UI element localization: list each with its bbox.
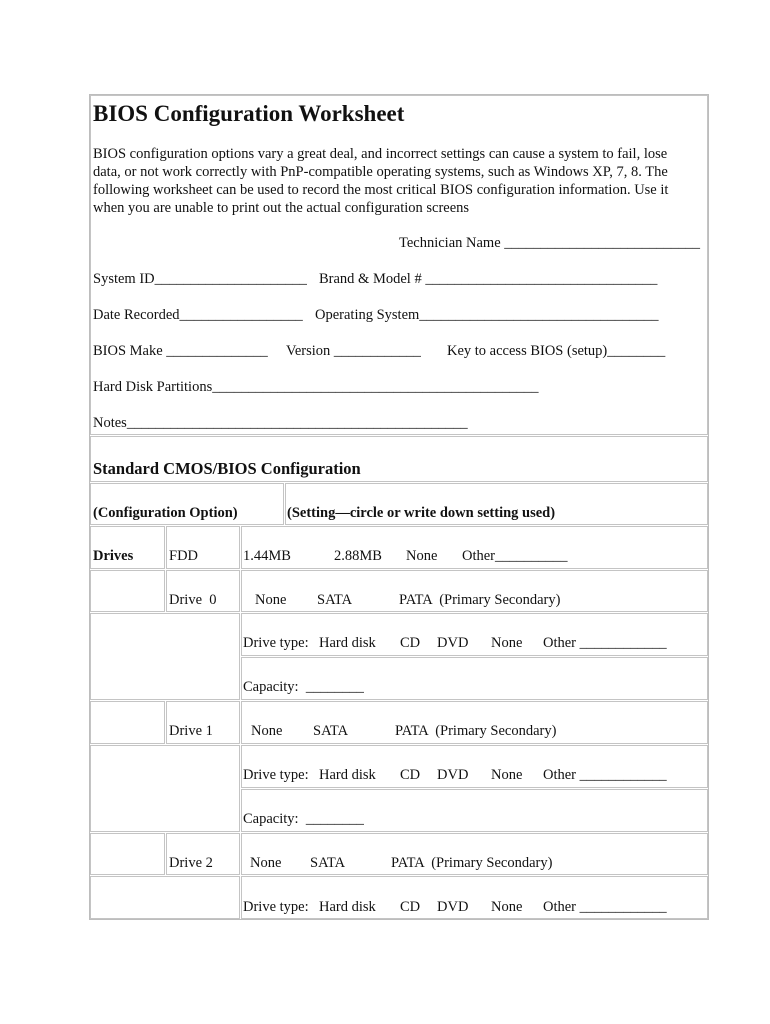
- drive2-type-none[interactable]: None: [491, 899, 523, 915]
- drive1-option-sata[interactable]: SATA: [313, 723, 349, 739]
- bios-make-field[interactable]: BIOS Make ______________: [93, 343, 268, 359]
- config-option-header: (Configuration Option): [93, 505, 238, 521]
- technician-name-field[interactable]: Technician Name ___________________________: [399, 235, 701, 251]
- worksheet-title: BIOS Configuration Worksheet: [93, 101, 405, 126]
- drive0-type-other[interactable]: Other ____________: [543, 635, 667, 651]
- intro-paragraph: [93, 145, 701, 217]
- intro-line: BIOS configuration options vary a great deal, and incorrect settings can cause a system to fail, lose: [93, 146, 668, 162]
- drive1-empty-cell: [90, 701, 165, 744]
- drive1-capacity-field[interactable]: Capacity: ________: [243, 811, 364, 827]
- date-recorded-field[interactable]: Date Recorded_________________: [93, 307, 303, 323]
- fdd-label: FDD: [169, 548, 199, 564]
- version-field[interactable]: Version ____________: [286, 343, 421, 359]
- drive1-type-cd[interactable]: CD: [400, 767, 421, 783]
- drive1-type-hard-disk[interactable]: Hard disk: [319, 767, 376, 783]
- drive2-type-hard-disk[interactable]: Hard disk: [319, 899, 376, 915]
- drive0-sub-empty-cell: [90, 613, 240, 700]
- system-id-field[interactable]: System ID_____________________: [93, 271, 307, 287]
- drive0-type-label: Drive type:: [243, 635, 309, 651]
- drive0-empty-cell: [90, 570, 165, 612]
- fdd-option-none[interactable]: None: [406, 548, 438, 564]
- drive1-type-dvd[interactable]: DVD: [437, 767, 469, 783]
- notes-field[interactable]: Notes_______________________________________________: [93, 415, 468, 431]
- brand-model-field[interactable]: Brand & Model # ________________________________: [319, 271, 658, 287]
- drive0-type-dvd[interactable]: DVD: [437, 635, 469, 651]
- drive2-type-dvd[interactable]: DVD: [437, 899, 469, 915]
- drive2-sub-empty-cell: [90, 876, 240, 919]
- drive1-type-none[interactable]: None: [491, 767, 523, 783]
- drive0-option-pata[interactable]: PATA (Primary Secondary): [399, 592, 561, 608]
- drive1-type-label: Drive type:: [243, 767, 309, 783]
- bios-key-field[interactable]: Key to access BIOS (setup)________: [447, 343, 666, 359]
- drive2-type-other[interactable]: Other ____________: [543, 899, 667, 915]
- drive1-option-pata[interactable]: PATA (Primary Secondary): [395, 723, 557, 739]
- drive0-type-hard-disk[interactable]: Hard disk: [319, 635, 376, 651]
- drive0-option-sata[interactable]: SATA: [317, 592, 353, 608]
- drive2-option-sata[interactable]: SATA: [310, 855, 346, 871]
- operating-system-field[interactable]: Operating System_________________________________: [315, 307, 659, 323]
- drive2-empty-cell: [90, 833, 165, 875]
- drive2-label: Drive 2: [169, 855, 213, 871]
- drive1-type-other[interactable]: Other ____________: [543, 767, 667, 783]
- drives-label: Drives: [93, 548, 134, 564]
- drive1-label: Drive 1: [169, 723, 213, 739]
- intro-line: following worksheet can be used to record the most critical BIOS configuration information. Use it: [93, 182, 669, 198]
- drive1-option-none[interactable]: None: [251, 723, 283, 739]
- intro-line: data, or not work correctly with PnP-compatible operating systems, such as Windows XP, 7, 8. The: [93, 164, 668, 180]
- cmos-section-title: Standard CMOS/BIOS Configuration: [93, 459, 361, 478]
- fdd-option-2.88mb[interactable]: 2.88MB: [334, 548, 382, 564]
- drive0-type-cd[interactable]: CD: [400, 635, 421, 651]
- drive0-label: Drive 0: [169, 592, 217, 608]
- fdd-option-other[interactable]: Other__________: [462, 548, 568, 564]
- drive1-sub-empty-cell: [90, 745, 240, 832]
- fdd-option-1.44mb[interactable]: 1.44MB: [243, 548, 291, 564]
- setting-header: (Setting—circle or write down setting used): [287, 505, 556, 521]
- drive2-type-label: Drive type:: [243, 899, 309, 915]
- drive0-type-none[interactable]: None: [491, 635, 523, 651]
- drive0-capacity-field[interactable]: Capacity: ________: [243, 679, 364, 695]
- hard-disk-partitions-field[interactable]: Hard Disk Partitions_____________________________________________: [93, 379, 539, 395]
- drive0-option-none[interactable]: None: [255, 592, 287, 608]
- intro-line: when you are unable to print out the actual configuration screens: [93, 200, 470, 216]
- drive2-option-pata[interactable]: PATA (Primary Secondary): [391, 855, 553, 871]
- drive2-option-none[interactable]: None: [250, 855, 282, 871]
- drive2-type-cd[interactable]: CD: [400, 899, 421, 915]
